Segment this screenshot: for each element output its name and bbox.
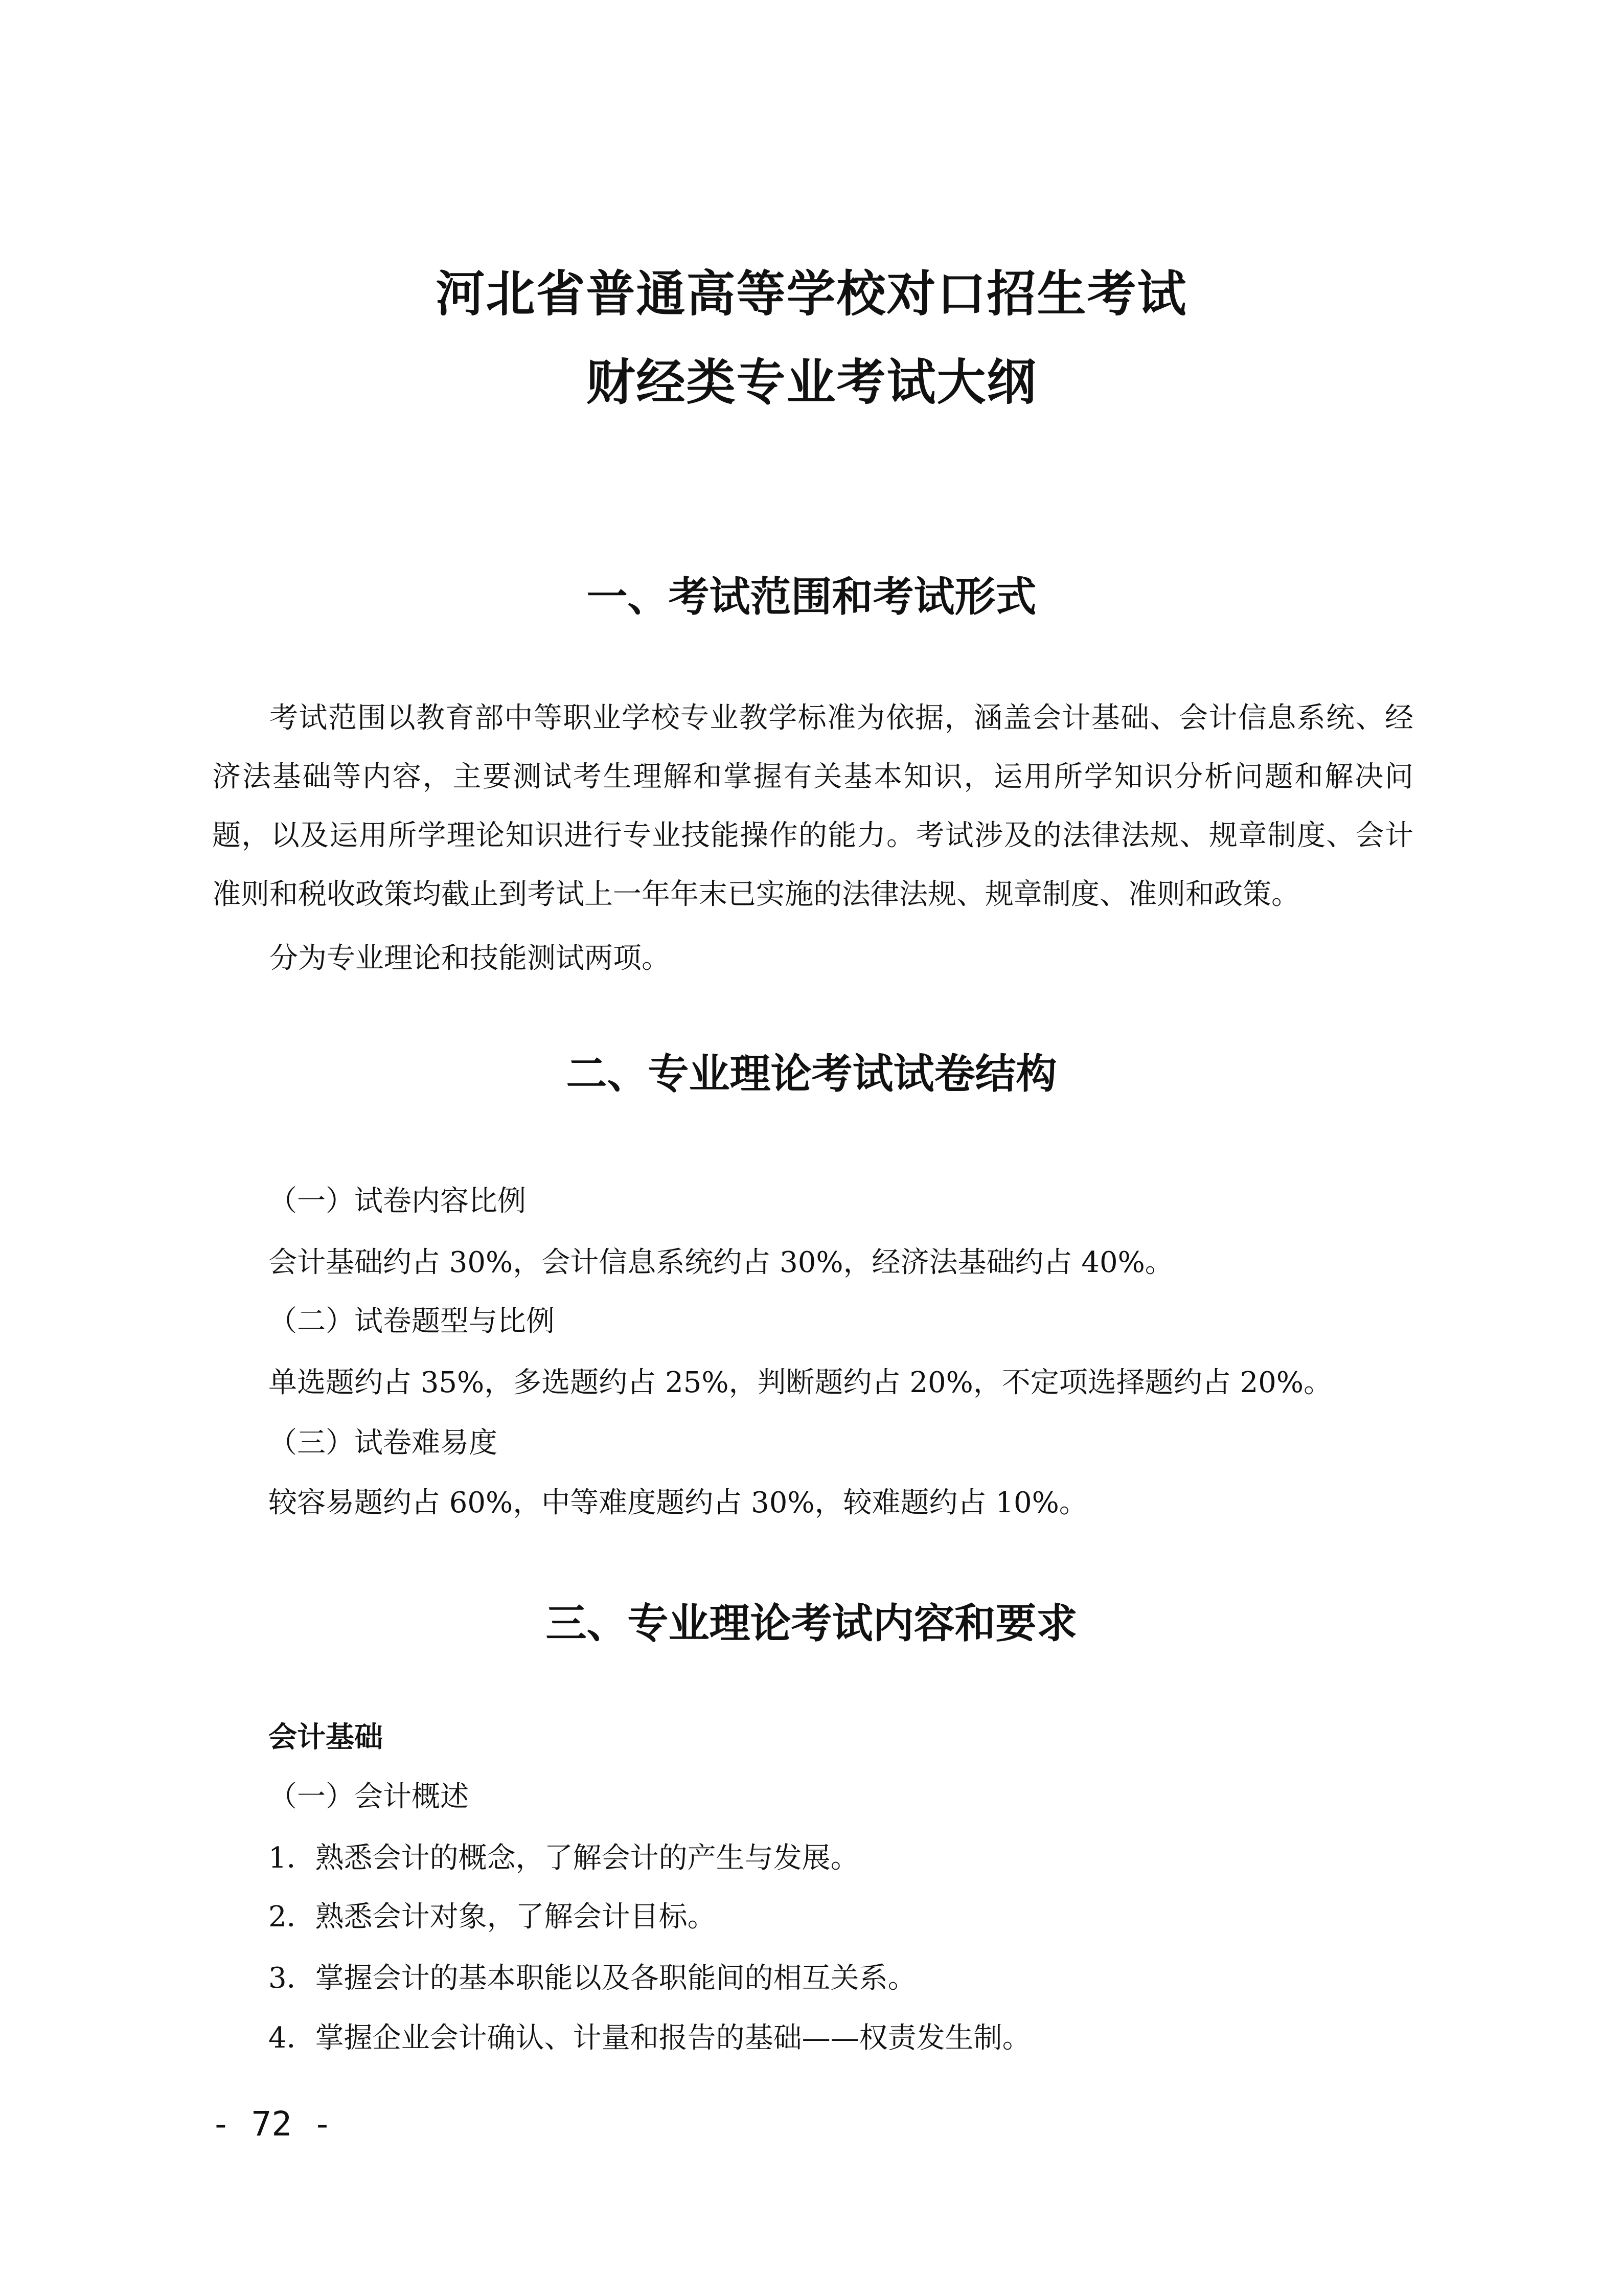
section2-heading: 二、专业理论考试试卷结构: [566, 1050, 1057, 1098]
document-title-line1: 河北省普通高等学校对口招生考试: [436, 265, 1187, 323]
page-number: - 72 -: [211, 2104, 333, 2144]
section3-list-item: 4．掌握企业会计确认、计量和报告的基础——权责发生制。: [268, 2021, 1031, 2055]
section3-subject-title: 会计基础: [268, 1720, 383, 1754]
section2-question-types-text: 单选题约占 35%，多选题约占 25%，判断题约占 20%，不定项选择题约占 20%。: [268, 1366, 1333, 1399]
section2-subheading-content-ratio: （一）试卷内容比例: [268, 1185, 526, 1218]
section3-list-item: 2．熟悉会计对象，了解会计目标。: [268, 1900, 716, 1934]
section3-chapter-title: （一）会计概述: [268, 1780, 469, 1813]
section3-list-item: 1．熟悉会计的概念，了解会计的产生与发展。: [268, 1842, 859, 1875]
document-title-line2: 财经类专业考试大纲: [586, 353, 1037, 411]
section1-heading: 一、考试范围和考试形式: [586, 573, 1037, 621]
section3-list-item: 3．掌握会计的基本职能以及各职能间的相互关系。: [268, 1962, 917, 1995]
section2-subheading-question-types: （二）试卷题型与比例: [268, 1305, 555, 1338]
section1-paragraph2: 分为专业理论和技能测试两项。: [269, 942, 670, 975]
section2-subheading-difficulty: （三）试卷难易度: [268, 1426, 497, 1460]
section3-heading: 三、专业理论考试内容和要求: [545, 1599, 1078, 1647]
section2-difficulty-text: 较容易题约占 60%，中等难度题约占 30%，较难题约占 10%。: [268, 1486, 1088, 1519]
section2-content-ratio-text: 会计基础约占 30%，会计信息系统约占 30%，经济法基础约占 40%。: [268, 1246, 1174, 1279]
section1-paragraph1: 考试范围以教育部中等职业学校专业教学标准为依据，涵盖会计基础、会计信息系统、经济法基础等内容，主要测试考生理解和掌握有关基本知识，运用所学知识分析问题和解决问题，以及运用所学理论知识进行专业技能操作的能力。考试涉及的法律法规、规章制度、会计准则和税收政策均截止到考试上一年年末已实施的法律法规、规章制度、准则和政策。: [212, 701, 1413, 911]
